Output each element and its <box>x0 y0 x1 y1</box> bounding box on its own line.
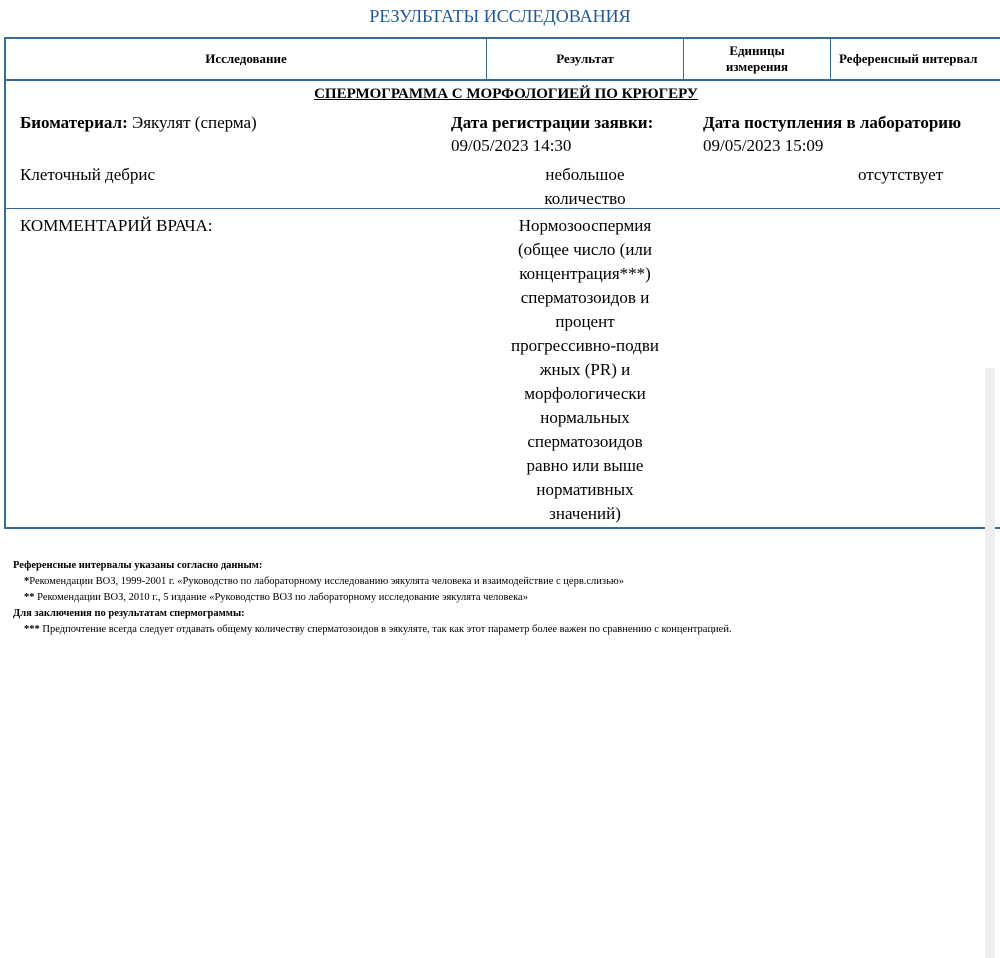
page-title: РЕЗУЛЬТАТЫ ИССЛЕДОВАНИЯ <box>369 6 631 26</box>
comment-line: концентрация***) <box>519 264 651 283</box>
registration-date: 09/05/2023 14:30 <box>451 136 572 155</box>
footnote-text: Рекомендации ВОЗ, 1999-2001 г. «Руководство по лабораторному исследованию эякулята человека и взаимодействие с церв.слизью» <box>29 576 624 587</box>
comment-line: значений) <box>549 504 621 523</box>
footnote-mark: * <box>24 576 30 587</box>
comment-text <box>485 214 685 526</box>
row-divider <box>6 208 1000 209</box>
footnote-heading-reference: Референсные интервалы указаны согласно данным: <box>13 560 263 571</box>
row-result-line: количество <box>544 189 626 208</box>
header-units-line2: измерения <box>725 59 789 74</box>
arrival-date: 09/05/2023 15:09 <box>703 136 824 155</box>
footnote-mark: ** <box>24 592 35 603</box>
comment-line: равно или выше <box>526 456 644 475</box>
comment-line: нормальных <box>540 408 630 427</box>
arrival-label: Дата поступления в лабораторию <box>703 113 962 132</box>
biomaterial-value: Эякулят (сперма) <box>127 113 257 132</box>
row-name: Клеточный дебрис <box>20 165 156 184</box>
comment-line: сперматозоидов <box>527 432 643 451</box>
section-title: СПЕРМОГРАММА С МОРФОЛОГИЕЙ ПО КРЮГЕРУ <box>314 86 698 102</box>
comment-label: КОММЕНТАРИЙ ВРАЧА: <box>20 216 213 235</box>
footnote-text: Предпочтение всегда следует отдавать общему количеству сперматозоидов в эякуляте, так как этот параметр более важен по сравнению с концентрацией. <box>39 624 732 635</box>
footnote-mark: *** <box>24 624 40 635</box>
table-header <box>4 37 1000 81</box>
row-result-line: небольшое <box>545 165 625 184</box>
registration-info <box>451 111 653 157</box>
footnote-heading-conclusion: Для заключения по результатам спермограммы: <box>13 608 245 619</box>
comment-line: (общее число (или <box>517 240 652 259</box>
footnote-who-1999 <box>13 574 993 590</box>
registration-label: Дата регистрации заявки: <box>451 113 654 132</box>
row-result <box>485 163 685 211</box>
header-study: Исследование <box>6 39 487 79</box>
scrollbar[interactable] <box>985 368 995 958</box>
arrival-info <box>703 111 961 157</box>
footnote-who-2010 <box>13 590 993 606</box>
header-reference: Референсный интервал <box>839 51 978 66</box>
header-units-line1: Единицы <box>729 43 785 58</box>
comment-line: Нормозооспермия <box>518 216 652 235</box>
header-result: Результат <box>487 39 684 79</box>
comment-line: морфологически <box>524 384 646 403</box>
biomaterial-label: Биоматериал: <box>20 113 128 132</box>
header-units <box>684 39 831 79</box>
row-reference: отсутствует <box>858 165 944 184</box>
comment-line: сперматозоидов и <box>520 288 650 307</box>
footnote-text: Рекомендации ВОЗ, 2010 г., 5 издание «Руководство ВОЗ по лабораторному исследование эякулята человека» <box>34 592 528 603</box>
comment-line: жных (PR) и <box>539 360 631 379</box>
biomaterial-info <box>20 111 257 134</box>
footnote-concentration <box>13 622 993 638</box>
comment-line: нормативных <box>536 480 634 499</box>
table-body <box>4 81 1000 529</box>
comment-line: процент <box>555 312 615 331</box>
comment-line: прогрессивно-подви <box>511 336 659 355</box>
footnotes <box>13 558 993 638</box>
